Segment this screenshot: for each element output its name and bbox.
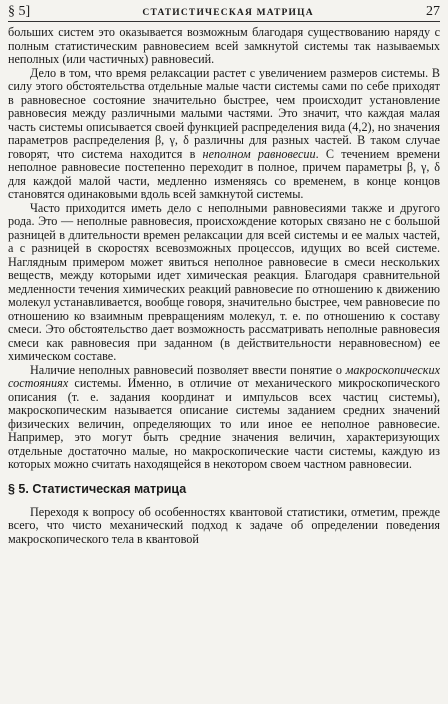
header-section-ref: § 5] [8,4,31,19]
running-header [8,0,440,22]
italic-term: неполном равновесии [202,146,316,161]
text-run: Дело в том, что время релаксации растет с увеличением размеров системы. В силу этого обстоятельства отдельные малые части системы сами по себе приходят в равновесное состояние значительно быстрее, чем происходит установление равновесия между различными малыми частями. Это значит, что каждая малая часть системы описывается своей функцией распределения вида (4,2), но значения параметров распределения β, γ, δ различны для разных частей. В таком случае говорят, что система находится в [8,65,440,161]
text-run: . С течением времени неполное равновесие постепенно переходит в полное, причем параметры β, γ, δ для каждой малой части, медленно изменяясь со временем, в конце концов становятся одинаковыми вдоль всей замкнутой системы. [8,146,440,201]
text-run: больших систем это оказывается возможным благодаря существованию наряду с полным статистическим равновесием всей замкнутой системы так называемых неполных (или частичных) равновесий. [8,25,440,66]
paragraph [8,67,440,202]
paragraph-list [8,26,440,472]
section-heading: § 5. Статистическая матрица [8,481,187,496]
page-body [8,22,440,546]
header-title: СТАТИСТИЧЕСКАЯ МАТРИЦА [142,8,314,18]
text-run: Наличие неполных равновесий позволяет ввести понятие о [30,362,346,377]
text-run: системы. Именно, в отличие от механического микроскопического описания (т. е. задания координат и импульсов всех частиц системы), макроскопическим называется описание системы заданием средних значений физических величин, определяющих то или иное ее неполное равновесие. Например, это могут быть средние значения величин, характеризующих отдельные достаточно малые, но макроскопические части системы, каждую из которых можно считать находящейся в некотором своем частном равновесии. [8,376,440,471]
text-run: Часто приходится иметь дело с неполными равновесиями также и другого рода. Это — неполные равновесия, происхождение которых связано не с большой разницей в длительности времен релаксации для всей системы и ее малых частей, а с разницей в скоростях всевозможных процессов, идущих во всей системе. Наглядным примером может явиться неполное равновесие в смеси нескольких веществ, между которыми идет химическая реакция. Благодаря сравнительной медленности течения химических реакций равновесие по отношению к движению молекул устанавливается, вообще говоря, значительно быстрее, чем равновесие по отношению ко взаимным превращениям молекул, т. е. по отношению к составу смеси. Это обстоятельство дает возможность рассматривать неполные равновесия смеси как равновесия при заданном (в действительности неравновесном) ее химическом составе. [8,200,440,363]
paragraph [8,26,440,67]
paragraph [8,202,440,364]
page-number: 27 [426,4,440,19]
italic-term: макроскопических состояниях [8,362,440,390]
final-paragraph: Переходя к вопросу об особенностях квантовой статистики, отметим, прежде всего, что чисто механический подход к задаче об определении поведения макроскопического тела в квантовой [8,504,440,546]
paragraph [8,364,440,472]
